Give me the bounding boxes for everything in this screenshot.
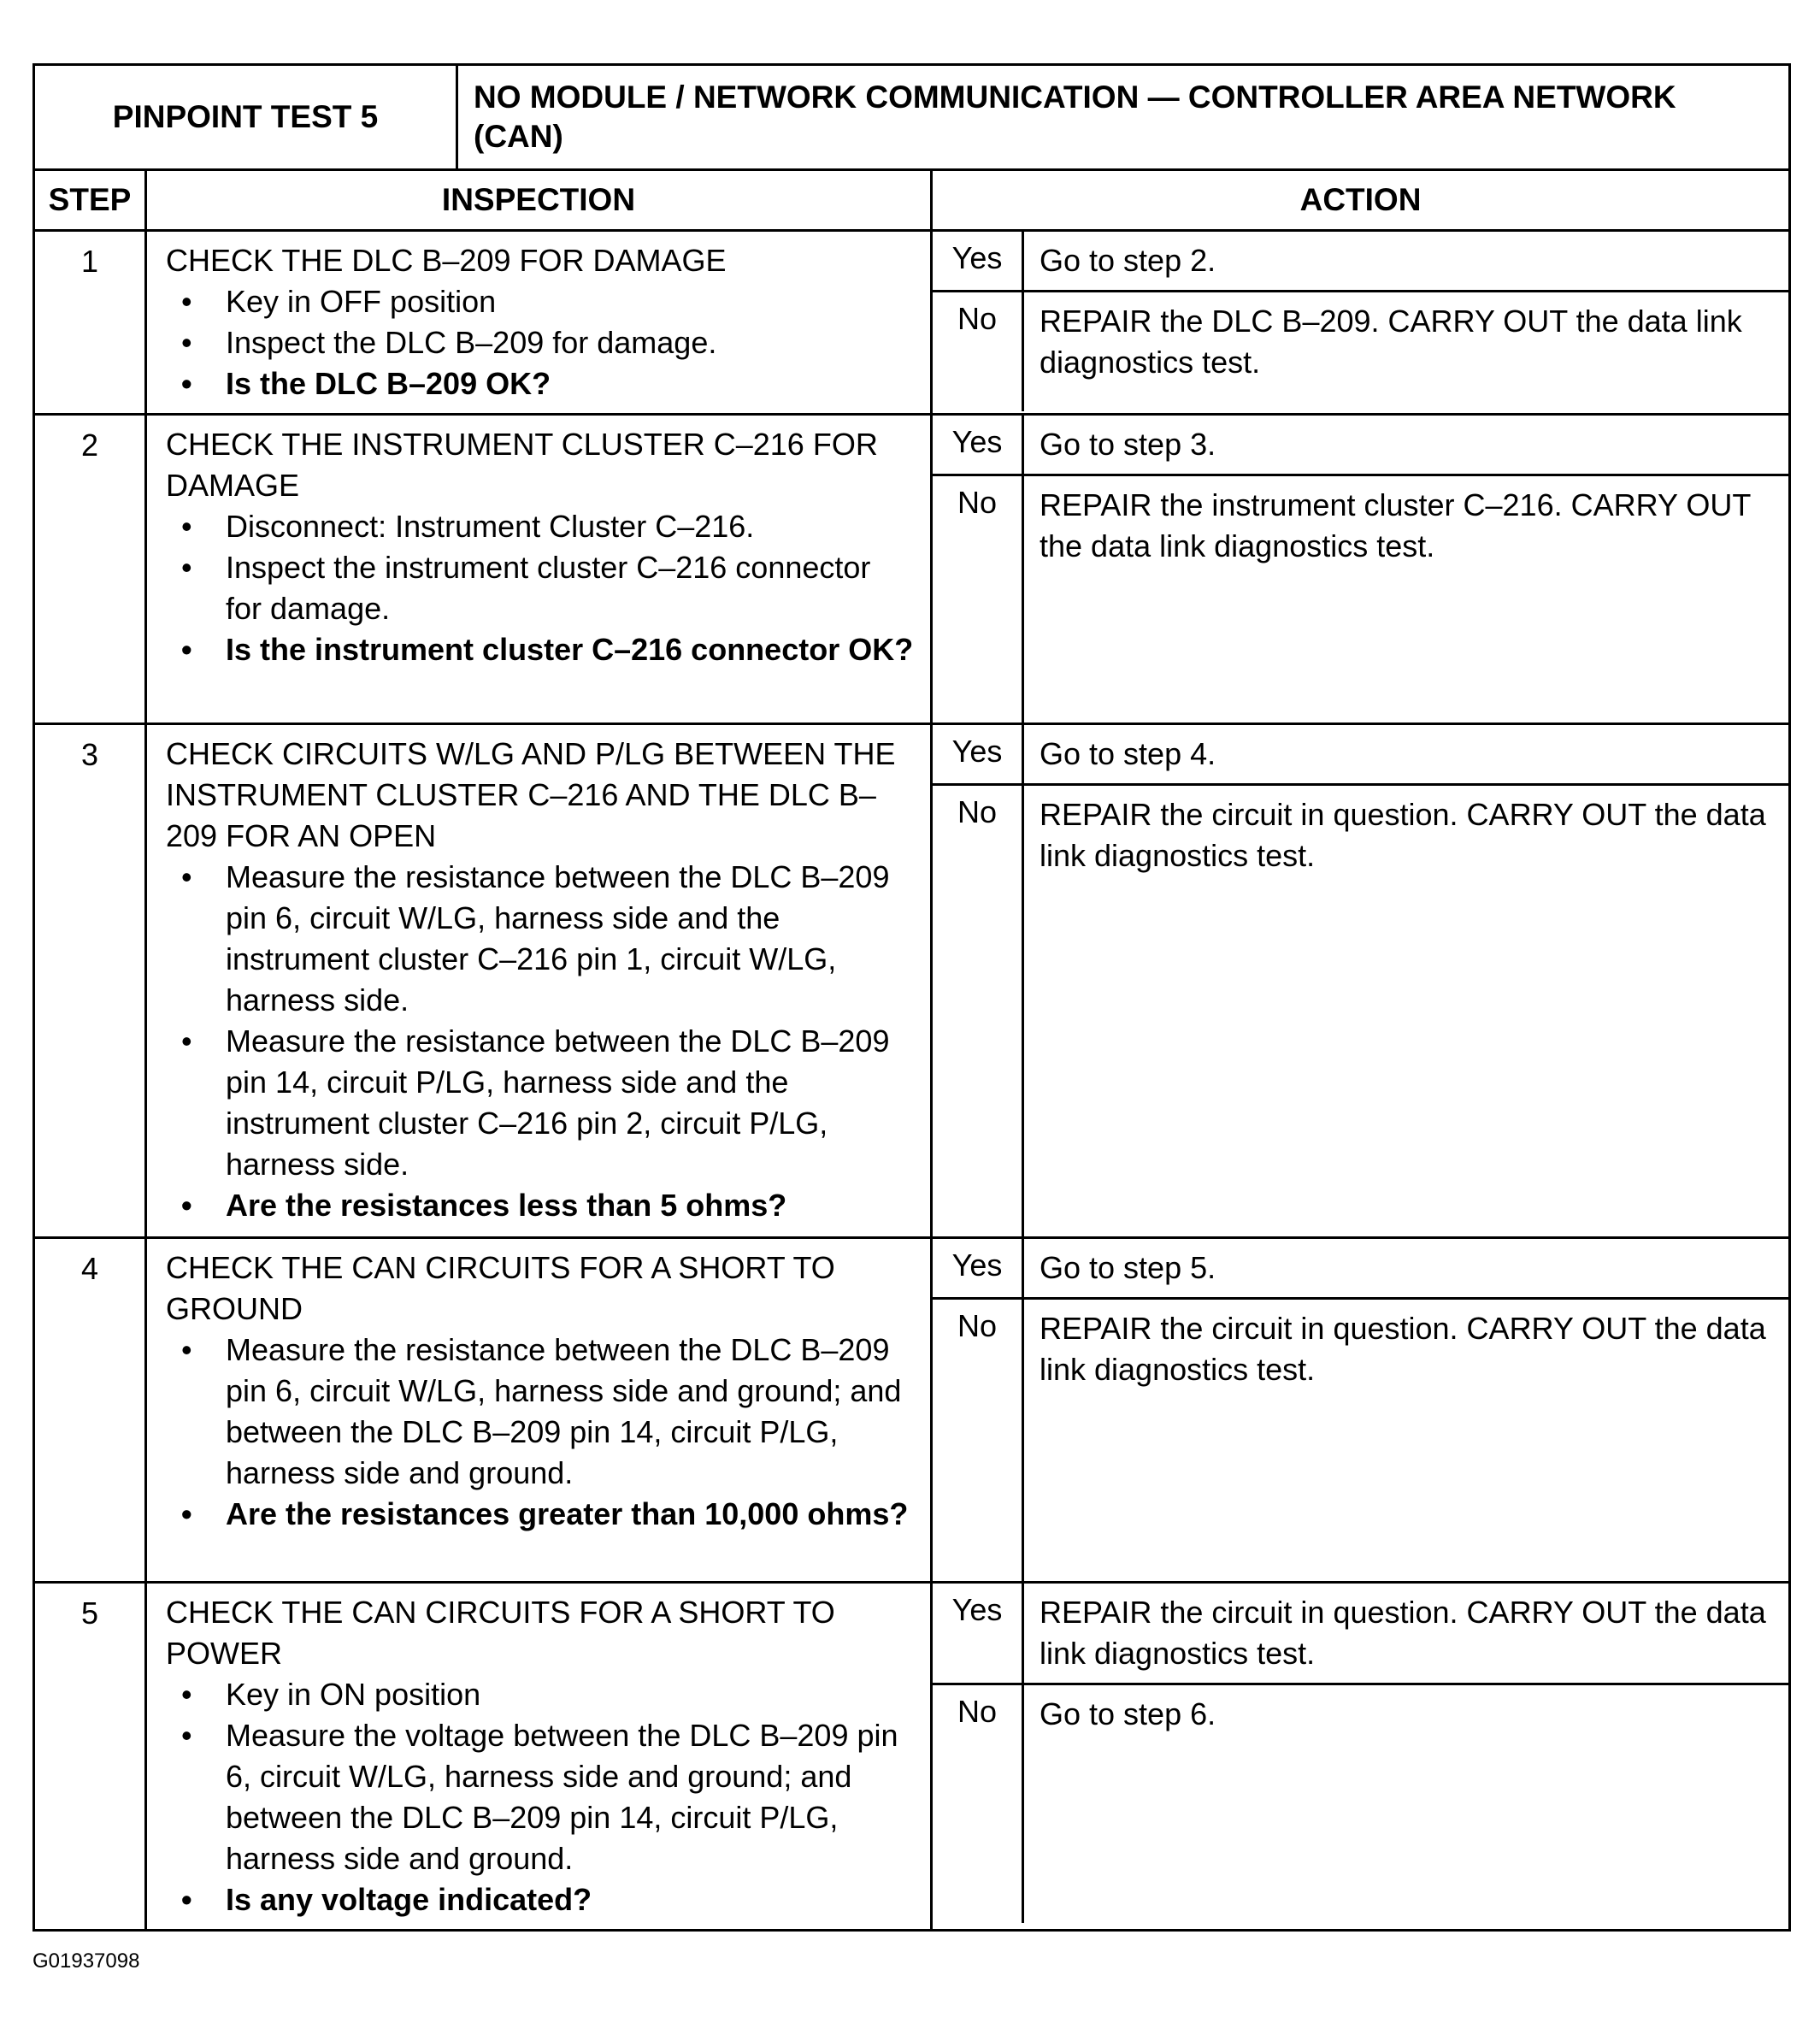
step-row [34,415,1790,724]
step-number: 3 [34,724,146,1238]
pinpoint-test-table [32,63,1791,1932]
inspection-bullets [166,506,915,670]
yes-action: Go to step 5. [1040,1250,1216,1285]
no-action: REPAIR the DLC B–209. CARRY OUT the data link diagnostics test. [1040,304,1742,380]
inspection-title: CHECK THE INSTRUMENT CLUSTER C–216 FOR DAMAGE [166,427,878,503]
answer-list [933,1239,1788,1581]
step-number: 5 [34,1583,146,1931]
no-row [933,1683,1788,1923]
no-label: No [933,1685,1024,1923]
step-number: 1 [34,231,146,415]
inspection-question: • Is any voltage indicated? [166,1879,915,1920]
no-label: No [933,476,1024,723]
inspection-cell [146,1583,932,1931]
inspection-question: • Are the resistances greater than 10,000 ohms? [166,1494,915,1535]
no-row [933,783,1788,1236]
no-row [933,290,1788,411]
test-title: NO MODULE / NETWORK COMMUNICATION — CONTROLLER AREA NETWORK (CAN) [457,65,1790,170]
inspection-title: CHECK THE CAN CIRCUITS FOR A SHORT TO POWER [166,1595,835,1671]
yes-label: Yes [933,1584,1024,1683]
action-cell [932,724,1790,1238]
inspection-cell [146,724,932,1238]
step-column-header: STEP [34,170,146,231]
inspection-bullet: • Disconnect: Instrument Cluster C–216. [166,506,915,547]
action-column-header: ACTION [932,170,1790,231]
yes-row [933,1239,1788,1297]
no-action: Go to step 6. [1040,1696,1216,1731]
inspection-cell [146,415,932,724]
no-action: REPAIR the instrument cluster C–216. CARRY OUT the data link diagnostics test. [1040,487,1751,563]
inspection-bullet: • Key in ON position [166,1674,915,1715]
inspection-question: • Are the resistances less than 5 ohms? [166,1185,915,1226]
yes-action: Go to step 2. [1040,243,1216,278]
answer-list [933,232,1788,411]
no-label: No [933,786,1024,1236]
inspection-bullets [166,1674,915,1920]
step-row [34,231,1790,415]
no-action: REPAIR the circuit in question. CARRY OUT the data link diagnostics test. [1040,1311,1766,1387]
test-label: PINPOINT TEST 5 [34,65,457,170]
inspection-question: • Is the instrument cluster C–216 connector OK? [166,629,915,670]
inspection-title: CHECK THE DLC B–209 FOR DAMAGE [166,243,727,278]
answer-list [933,1584,1788,1923]
action-cell [932,415,1790,724]
inspection-bullet: • Key in OFF position [166,281,915,322]
inspection-bullet: • Inspect the instrument cluster C–216 connector for damage. [166,547,915,629]
answer-list [933,416,1788,723]
yes-label: Yes [933,416,1024,474]
step-row [34,724,1790,1238]
inspection-column-header: INSPECTION [146,170,932,231]
steps-body [34,231,1790,1931]
yes-row [933,416,1788,474]
step-number: 2 [34,415,146,724]
step-row [34,1238,1790,1583]
no-row [933,474,1788,723]
inspection-bullet: • Inspect the DLC B–209 for damage. [166,322,915,363]
yes-label: Yes [933,725,1024,783]
yes-row [933,1584,1788,1683]
inspection-title: CHECK CIRCUITS W/LG AND P/LG BETWEEN THE INSTRUMENT CLUSTER C–216 AND THE DLC B–209 FOR AN OPEN [166,736,896,853]
title-row [34,65,1790,170]
action-cell [932,1583,1790,1931]
yes-action: Go to step 3. [1040,427,1216,462]
yes-label: Yes [933,1239,1024,1297]
inspection-bullet: • Measure the resistance between the DLC B–209 pin 6, circuit W/LG, harness side and the instrument cluster C–216 pin 1, circuit W/LG, harness side. [166,857,915,1021]
no-action: REPAIR the circuit in question. CARRY OUT the data link diagnostics test. [1040,797,1766,873]
yes-row [933,232,1788,290]
no-label: No [933,292,1024,411]
inspection-cell [146,1238,932,1583]
answer-list [933,725,1788,1236]
action-cell [932,231,1790,415]
inspection-bullets [166,281,915,404]
action-cell [932,1238,1790,1583]
inspection-bullet: • Measure the voltage between the DLC B–209 pin 6, circuit W/LG, harness side and ground; and between the DLC B–209 pin 14, circuit P/LG, harness side and ground. [166,1715,915,1879]
no-row [933,1297,1788,1581]
yes-action: Go to step 4. [1040,736,1216,771]
inspection-bullet: • Measure the resistance between the DLC B–209 pin 6, circuit W/LG, harness side and ground; and between the DLC B–209 pin 14, circuit P/LG, harness side and ground. [166,1330,915,1494]
pinpoint-test-sheet [32,63,1788,1932]
yes-row [933,725,1788,783]
inspection-bullets [166,1330,915,1535]
step-number: 4 [34,1238,146,1583]
no-label: No [933,1300,1024,1581]
inspection-question: • Is the DLC B–209 OK? [166,363,915,404]
inspection-bullet: • Measure the resistance between the DLC B–209 pin 14, circuit P/LG, harness side and the instrument cluster C–216 pin 2, circuit P/LG, harness side. [166,1021,915,1185]
figure-id: G01937098 [32,1949,140,1973]
inspection-title: CHECK THE CAN CIRCUITS FOR A SHORT TO GROUND [166,1250,835,1326]
inspection-cell [146,231,932,415]
step-row [34,1583,1790,1931]
yes-label: Yes [933,232,1024,290]
yes-action: REPAIR the circuit in question. CARRY OUT the data link diagnostics test. [1040,1595,1766,1671]
column-header-row [34,170,1790,231]
inspection-bullets [166,857,915,1226]
